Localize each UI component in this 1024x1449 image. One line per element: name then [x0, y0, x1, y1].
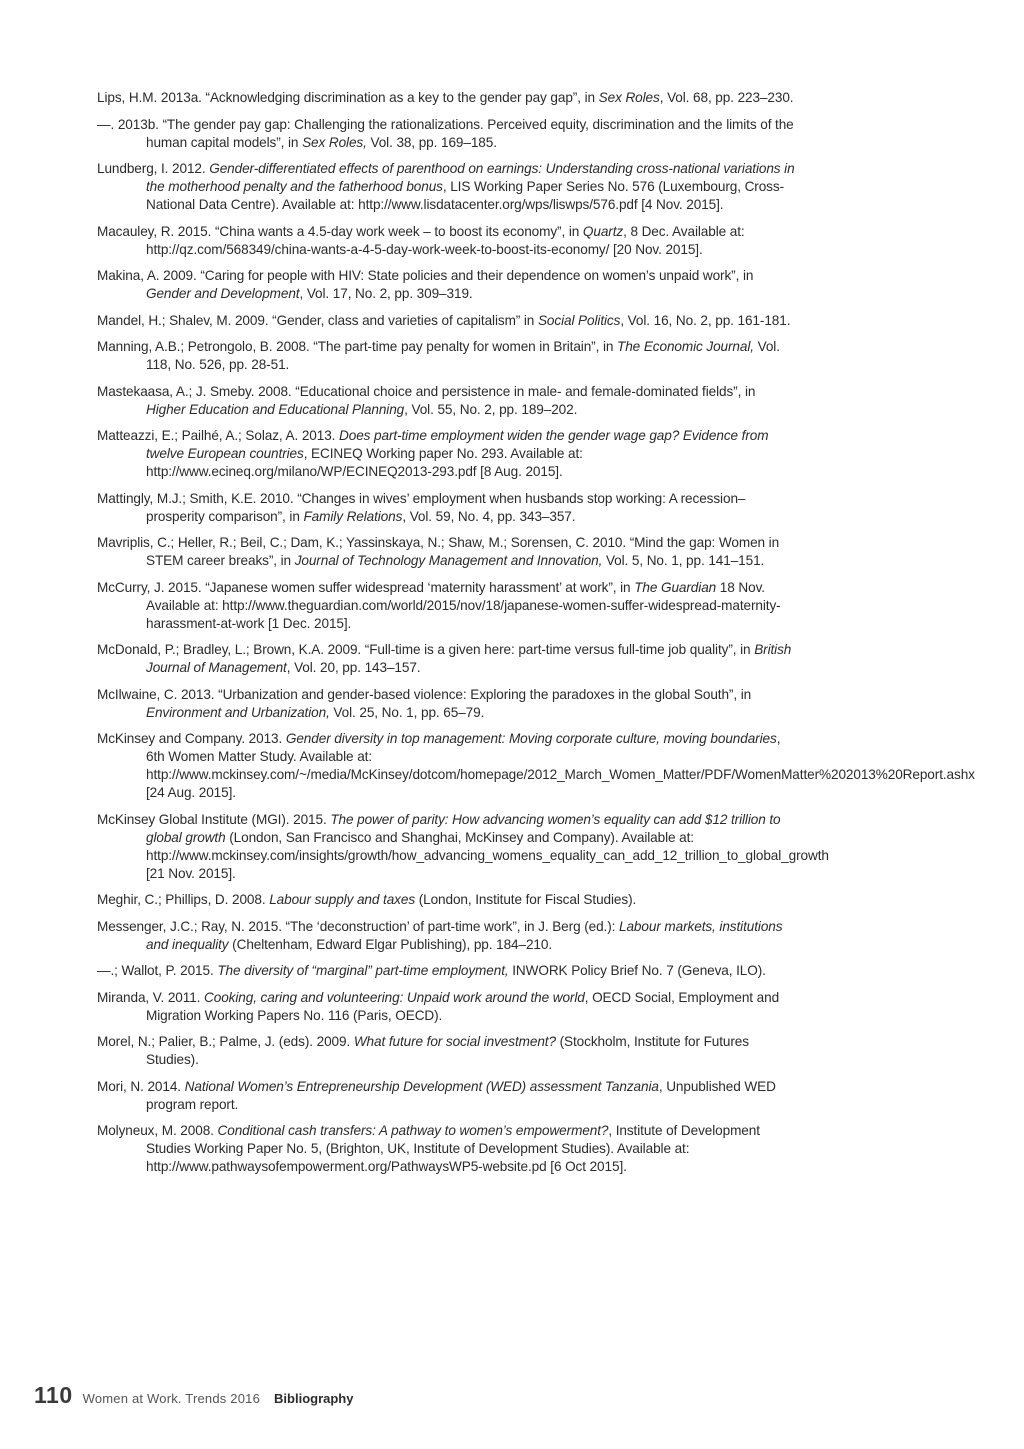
entry-text: —. 2013b. “The gender pay gap: Challenging the rationalizations. Perceived equity, discrimination and the limits of the human capital models”, in [97, 116, 794, 150]
bibliography-entry [97, 918, 797, 954]
entry-text: Vol. 38, pp. 169–185. [366, 134, 497, 150]
entry-text: Mavriplis, C.; Heller, R.; Beil, C.; Dam, K.; Yassinskaya, N.; Shaw, M.; Sorensen, C. 2010. “Mind the gap: Women in STEM career breaks”, in [97, 535, 780, 568]
entry-text: (Stockholm, Institute for Futures Studies). [146, 1034, 749, 1067]
bibliography-entry [97, 1033, 797, 1069]
entry-italic-text: Sex Roles, [302, 134, 367, 150]
entry-text: McCurry, J. 2015. “Japanese women suffer widespread ‘maternity harassment’ at work”, in [97, 579, 635, 595]
entry-italic-text: Gender-differentiated effects of parenthood on earnings: Understanding cross-national variations in the motherhood penalty and the fatherhood bonus [146, 161, 795, 194]
entry-italic-text: Does part-time employment widen the gender wage gap? Evidence from twelve European countries [146, 428, 769, 461]
entry-italic-text: The power of parity: How advancing women’s equality can add $12 trillion to global growth [146, 811, 781, 845]
entry-text: (Cheltenham, Edward Elgar Publishing), pp. 184–210. [228, 936, 553, 952]
entry-text: Morel, N.; Palier, B.; Palme, J. (eds). 2009. [97, 1034, 354, 1049]
entry-text: , 6th Women Matter Study. Available at: http://www.mckinsey.com/~/media/McKinsey/dotcom/homepage/2012_March_Women_Matter/PDF/WomenMatter%202013%20Report.ashx [24 Aug. 2015]. [146, 731, 975, 800]
entry-italic-text: British Journal of Management [146, 642, 792, 675]
entry-text: , Unpublished WED program report. [146, 1078, 776, 1112]
entry-text: , OECD Social, Employment and Migration Working Papers No. 116 (Paris, OECD). [146, 989, 780, 1023]
entry-text: , ECINEQ Working paper No. 293. Available at: http://www.ecineq.org/milano/WP/ECINEQ2013-293.pdf [8 Aug. 2015]. [146, 446, 583, 479]
entry-italic-text: The Economic Journal, [617, 339, 754, 354]
entry-text: , Institute of Development Studies Working Paper No. 5, (Brighton, UK, Institute of Development Studies). Available at: http://www.pathwaysofempowerment.org/PathwaysWP5-website.pd [6 Oct 2015]. [146, 1123, 760, 1174]
entry-text: Vol. 118, No. 526, pp. 28-51. [146, 339, 780, 372]
entry-text: McDonald, P.; Bradley, L.; Brown, K.A. 2009. “Full-time is a given here: part-time versus full-time job quality”, in [97, 642, 755, 657]
entry-italic-text: Gender diversity in top management: Moving corporate culture, moving boundaries [285, 731, 777, 746]
bibliography-entry [97, 962, 797, 980]
entry-text: Molyneux, M. 2008. [97, 1123, 218, 1138]
section-title: Bibliography [274, 1391, 354, 1406]
bibliography-entry [97, 383, 797, 419]
entry-text: Lips, H.M. 2013a. “Acknowledging discrimination as a key to the gender pay gap”, in [97, 90, 599, 105]
entry-text: Mastekaasa, A.; J. Smeby. 2008. “Educational choice and persistence in male- and female-dominated fields”, in [97, 383, 756, 399]
entry-text: Matteazzi, E.; Pailhé, A.; Solaz, A. 2013. [97, 428, 340, 443]
entry-italic-text: What future for social investment? [353, 1034, 556, 1049]
bibliography-entry [97, 534, 797, 570]
bibliography-entry [97, 89, 797, 107]
entry-text: , Vol. 17, No. 2, pp. 309–319. [299, 286, 473, 301]
entry-italic-text: National Women’s Entrepreneurship Development (WED) assessment Tanzania [184, 1078, 659, 1094]
bibliography-list [97, 89, 975, 1185]
entry-text: (London, San Francisco and Shanghai, McKinsey and Company). Available at: http://www.mckinsey.com/insights/growth/how_advancing_womens_equality_can_add_12_trillion_to_global_growth [21 Nov. 2015]. [146, 829, 829, 881]
entry-text: INWORK Policy Brief No. 7 (Geneva, ILO). [508, 963, 766, 978]
entry-text: Makina, A. 2009. “Caring for people with HIV: State policies and their dependence on women’s unpaid work”, in [97, 268, 754, 283]
entry-text: Vol. 5, No. 1, pp. 141–151. [602, 553, 765, 568]
entry-text: Mori, N. 2014. [97, 1078, 185, 1094]
entry-text: —.; Wallot, P. 2015. [97, 963, 218, 978]
entry-italic-text: Family Relations [303, 508, 403, 524]
entry-italic-text: Conditional cash transfers: A pathway to women’s empowerment? [217, 1123, 609, 1138]
bibliography-entry [97, 116, 797, 152]
bibliography-entry [97, 811, 829, 883]
entry-text: Mattingly, M.J.; Smith, K.E. 2010. “Changes in wives’ employment when husbands stop working: A recession–prosperity comparison”, in [97, 490, 746, 524]
bibliography-entry [97, 1122, 797, 1176]
bibliography-entry [97, 1078, 797, 1114]
entry-text: , Vol. 16, No. 2, pp. 161-181. [620, 312, 791, 328]
entry-text: Vol. 25, No. 1, pp. 65–79. [329, 704, 485, 720]
bibliography-entry [97, 427, 797, 481]
bibliography-entry [97, 989, 797, 1025]
entry-text: McKinsey and Company. 2013. [97, 731, 286, 746]
entry-italic-text: Labour markets, institutions and inequality [146, 918, 783, 952]
entry-text: McKinsey Global Institute (MGI). 2015. [97, 811, 331, 827]
bibliography-entry [97, 730, 975, 802]
entry-italic-text: Higher Education and Educational Planning [146, 401, 405, 417]
entry-italic-text: The Guardian [634, 579, 717, 595]
bibliography-entry [97, 641, 797, 677]
bibliography-entry [97, 891, 797, 909]
entry-text: , Vol. 59, No. 4, pp. 343–357. [402, 508, 576, 524]
entry-text: Macauley, R. 2015. “China wants a 4.5-day work week – to boost its economy”, in [97, 223, 583, 239]
bibliography-entry [97, 686, 797, 722]
bibliography-entry [97, 312, 797, 330]
entry-text: 18 Nov. Available at: http://www.theguardian.com/world/2015/nov/18/japanese-women-suffer-widespread-maternity-harassment-at-work [1 Dec. 2015]. [146, 579, 781, 631]
entry-text: McIlwaine, C. 2013. “Urbanization and gender-based violence: Exploring the paradoxes in the global South”, in [97, 686, 752, 702]
entry-italic-text: Social Politics [537, 312, 621, 328]
bibliography-entry [97, 223, 797, 259]
bibliography-entry [97, 160, 797, 214]
entry-text: Manning, A.B.; Petrongolo, B. 2008. “The part-time pay penalty for women in Britain”, in [97, 339, 618, 354]
bibliography-entry [97, 338, 797, 374]
entry-italic-text: Cooking, caring and volunteering: Unpaid work around the world [204, 989, 585, 1005]
entry-text: Messenger, J.C.; Ray, N. 2015. “The ‘deconstruction’ of part-time work”, in J. Berg (ed.): [97, 918, 620, 934]
page-number: 110 [34, 1382, 73, 1408]
entry-italic-text: Environment and Urbanization, [146, 704, 330, 720]
page-footer [34, 1382, 353, 1412]
entry-text: , Vol. 68, pp. 223–230. [659, 90, 794, 105]
entry-italic-text: Sex Roles [598, 90, 660, 105]
entry-text: (London, Institute for Fiscal Studies). [415, 892, 637, 907]
entry-italic-text: The diversity of “marginal” part-time employment, [217, 963, 509, 978]
entry-text: , 8 Dec. Available at: http://qz.com/568349/china-wants-a-4-5-day-work-week-to-boost-its-economy/ [20 Nov. 2015]. [146, 223, 745, 257]
entry-italic-text: Quartz [582, 223, 624, 239]
entry-text: Mandel, H.; Shalev, M. 2009. “Gender, class and varieties of capitalism” in [97, 312, 538, 328]
publication-title: Women at Work. Trends 2016 [82, 1391, 261, 1406]
entry-text: Miranda, V. 2011. [97, 989, 205, 1005]
entry-text: , Vol. 55, No. 2, pp. 189–202. [404, 401, 578, 417]
entry-italic-text: Labour supply and taxes [269, 892, 416, 907]
entry-italic-text: Journal of Technology Management and Innovation, [294, 553, 603, 568]
entry-text: Meghir, C.; Phillips, D. 2008. [97, 892, 270, 907]
entry-text: Lundberg, I. 2012. [97, 161, 210, 176]
bibliography-entry [97, 267, 797, 303]
entry-italic-text: Gender and Development [146, 286, 300, 301]
bibliography-entry [97, 490, 797, 526]
bibliography-entry [97, 579, 797, 633]
entry-text: , Vol. 20, pp. 143–157. [286, 660, 421, 675]
entry-text: , LIS Working Paper Series No. 576 (Luxembourg, Cross-National Data Centre). Available at: http://www.lisdatacenter.org/wps/liswps/576.pdf [4 Nov. 2015]. [146, 179, 785, 212]
